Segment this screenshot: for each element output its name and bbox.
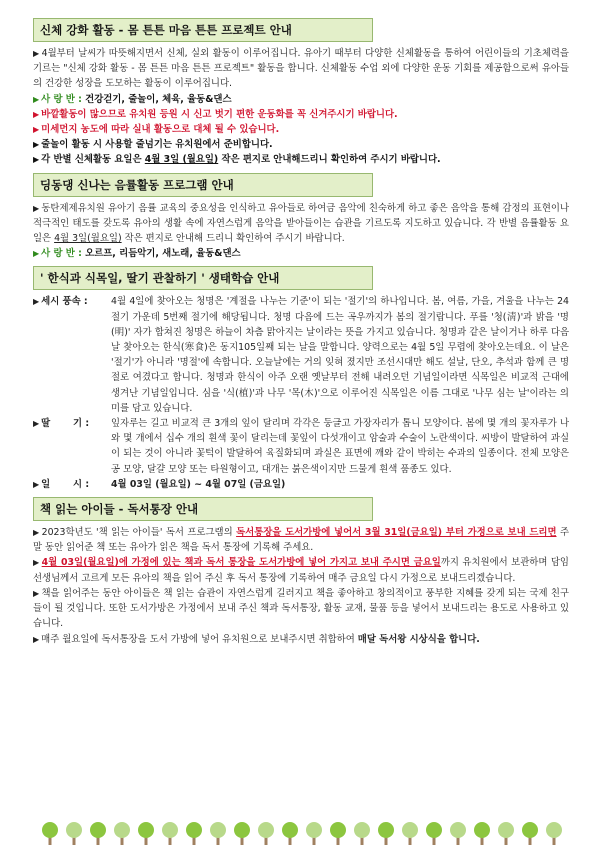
reading-p3 [33,586,569,632]
physical-bullet-day [33,152,569,167]
music-intro-a: 동탄제제유치원 유아기 음률 교육의 중요성을 인식하고 유아들로 하여금 음악에 친숙하게 하고 좋은 음악을 통해 감정의 표현이나 적극적인 태도를 갖도록 유아의 생활 속에 자연스럽게 음악을 받아들이는 습관을 기르도록 지도하고 있습니다. 각 반별 음률활동 요일은 [33,202,570,245]
physical-intro-text: 4월부터 날씨가 따뜻해지면서 신체, 실외 활동이 이루어집니다. 유아기 때부터 다양한 신체활동을 통하여 어린이들의 기초체력을 기르는 "신체 강화 활동 - 몸 튼튼 마음 튼튼 프로젝트" 활동을 합니다. 신체활동 수업 외에 다양한 운동 기회를 제공함으로써 유아들의 건강한 성장을 도모하는 활동이 이루어집니다. [33,48,569,90]
tree-row [40,820,570,846]
triangle-bullet-icon: ▶ [33,94,40,104]
triangle-bullet-icon: ▶ [33,49,40,58]
tree-icon [282,822,298,845]
physical-intro [33,46,569,92]
section-title-eco: ' 한식과 식목일, 딸기 관찰하기 ' 생태학습 안내 [33,266,373,290]
rope-notice: 줄놀이 활동 시 사용할 줄넘기는 유치원에서 준비합니다. [41,139,273,151]
eco-label-customs [33,294,111,416]
reading-p4-a: 매주 월요일에 독서통장을 도서 가방에 넣어 유치원으로 보내주시면 취합하여 [41,633,358,645]
newsletter-page [33,18,569,647]
triangle-bullet-icon: ▶ [33,155,40,165]
triangle-bullet-icon: ▶ [33,588,40,598]
triangle-bullet-icon: ▶ [33,125,40,135]
tree-icon [546,822,562,845]
music-intro-date: 4월 3일(월요일) [54,233,122,245]
tree-icon [258,822,274,845]
tree-icon [162,822,178,845]
tree-icon [306,822,322,845]
reading-p4-b: 매달 독서왕 시상식을 합니다. [357,633,480,645]
tree-icon [114,822,130,845]
triangle-bullet-icon: ▶ [33,297,40,307]
date-label: 일 시 : [41,478,90,490]
eco-row-date [33,477,569,492]
triangle-bullet-icon: ▶ [33,558,40,568]
class-activities: 오르프, 리듬악기, 새노래, 율동&댄스 [85,248,241,260]
physical-bullet-shoes [33,107,569,122]
triangle-bullet-icon: ▶ [33,528,40,538]
tree-icon [354,822,370,845]
tree-border-decoration [40,820,570,846]
customs-label: 세시 풍속 : [41,296,88,308]
reading-p2-b: 까지 유치원에서 보관하며 담임선생님께서 고르게 모든 유아의 책을 읽어 주신 후 독서 통장에 기록하여 매주 금요일 다시 가정으로 보내드리겠습니다. [33,557,569,584]
triangle-bullet-icon: ▶ [33,479,40,489]
class-label: 사 랑 반 : [41,93,86,105]
tree-icon [498,822,514,845]
triangle-bullet-icon: ▶ [33,203,40,213]
physical-bullet-dust [33,122,569,137]
tree-icon [66,822,82,845]
section-title-music: 딩동댕 신나는 음률활동 프로그램 안내 [33,173,373,197]
tree-icon [210,822,226,845]
class-label: 사 랑 반 : [41,248,86,260]
section-title-physical: 신체 강화 활동 - 몸 튼튼 마음 튼튼 프로젝트 안내 [33,18,373,42]
date-text: 4월 03일 (월요일) ~ 4월 07일 (금요일) [111,478,286,490]
triangle-bullet-icon: ▶ [33,109,40,119]
triangle-bullet-icon: ▶ [33,249,40,259]
eco-label-date [33,477,111,492]
section-title-wrap [33,18,373,42]
eco-row-customs [33,294,569,416]
strawberry-label: 딸 기 : [41,418,90,430]
reading-p4 [33,632,569,647]
triangle-bullet-icon: ▶ [33,419,40,429]
reading-p1 [33,525,569,555]
tree-icon [138,822,154,845]
reading-p1-highlight: 독서통장을 도서가방에 넣어서 3월 31일(금요일) 부터 가정으로 보내 드리면 [236,527,557,539]
tree-icon [330,822,346,845]
music-intro-b: 작은 편지로 안내해 드리니 확인하여 주시기 바랍니다. [121,233,345,245]
eco-row-strawberry [33,416,569,477]
music-bullet-class [33,246,569,261]
tree-icon [522,822,538,845]
tree-icon [186,822,202,845]
tree-icon [474,822,490,845]
day-notice-a: 각 반별 신체활동 요일은 [41,154,145,166]
eco-label-strawberry [33,416,111,477]
section-title-reading: 책 읽는 아이들 - 독서통장 안내 [33,497,373,521]
day-notice-date: 4월 3일 (월요일) [144,154,219,166]
tree-icon [426,822,442,845]
section-title-wrap [33,173,373,197]
reading-p3-text: 책을 읽어주는 동안 아이들은 책 읽는 습관이 자연스럽게 길러지고 책을 좋아하고 창의적이고 풍부한 지혜를 갖게 되는 국제 친구들이 될 것입니다. 또한 도서가방은 가정에서 보내 주신 책과 독서통장, 활동 교재, 물품 등을 넣어서 보내드리는 용도로 사용하고 있습니다. [33,587,569,630]
reading-p2-highlight: 4월 03일(월요일)에 가정에 있는 책과 독서 통장을 도서가방에 넣어 가지고 보내 주시면 금요일 [41,557,441,569]
physical-bullet-rope [33,137,569,152]
tree-icon [402,822,418,845]
customs-text: 4월 4일에 찾아오는 청명은 '계절을 나누는 기준'이 되는 '절기'의 하나입니다. 봄, 여름, 가을, 겨울을 나누는 24절기 가운데 5번째 절기에 해당됩니다. 청명 다음에 드는 곡우까지가 봄의 절기랍니다. 푸를 '청(淸)'과 밝을 '명(明)' 자가 합쳐진 청명은 하늘이 차츰 맑아지는 날이라는 뜻을 가지고 있습니다. 청명과 같은 날이거나 하루 다음날 찾아오는 한식(寒食)은 동지105일째 되는 날을 말합니다. 양력으로는 4월 5일 무렵에 찾아오는데요. 이 날은 '절기'가 아니라 '명절'에 속합니다. 오늘날에는 거의 잊혀 졌지만 조선시대만 해도 설날, 단오, 추석과 함께 큰 명절로 여겼다고 합니다. 청명과 한식이 아주 오랜 옛날부터 전해 내려오던 기념일이라면 식목일은 비교적 근대에 생겨난 기념일입니다. 심을 '식(植)'과 나무 '목(木)'으로 이루어진 식목일은 이름 그대로 '나무 심는 날'이라는 의미를 담고 있습니다. [111,296,569,414]
tree-icon [378,822,394,845]
strawberry-text: 잎자루는 길고 비교적 큰 3개의 잎이 달리며 각각은 둥글고 가장자리가 톱니 모양이다. 봄에 몇 개의 꽃자루가 나와 몇 개에서 십수 개의 흰색 꽃이 달리는데 꽃잎이 다섯개이고 암술과 수술이 노란색이다. 씨방이 발달하여 과실이 되는 것이 아니라 꽃턱이 발달하여 육질화되며 과실은 표면에 깨와 같이 박히는 수과의 일종이다. 전체 모양은 공 모양, 달걀 모양 또는 타원형이고, 대개는 붉은색이지만 드물게 흰색 품종도 있다. [111,418,569,475]
tree-icon [234,822,250,845]
reading-p2 [33,555,569,585]
tree-icon [450,822,466,845]
reading-p1-b: 주말 동안 읽어준 책 또는 유아가 읽은 책을 독서 통장에 기록해 주세요. [33,527,570,554]
tree-icon [90,822,106,845]
tree-icon [42,822,58,845]
section-title-wrap [33,497,373,521]
triangle-bullet-icon: ▶ [33,634,40,644]
day-notice-b: 작은 편지로 안내해드리니 확인하여 주시기 바랍니다. [218,154,441,166]
shoes-notice: 바깥활동이 많으므로 유치원 등원 시 신고 벗기 편한 운동화를 꼭 신겨주시기 바랍니다. [41,108,398,120]
music-intro [33,201,569,247]
triangle-bullet-icon: ▶ [33,140,40,150]
section-title-wrap [33,266,373,290]
physical-bullet-class [33,92,569,107]
reading-p1-a: 2023학년도 '책 읽는 아이들' 독서 프로그램의 [41,527,237,539]
dust-notice: 미세먼지 농도에 따라 실내 활동으로 대체 될 수 있습니다. [41,124,280,136]
class-activities: 건강걷기, 줄놀이, 체육, 율동&댄스 [85,93,232,105]
